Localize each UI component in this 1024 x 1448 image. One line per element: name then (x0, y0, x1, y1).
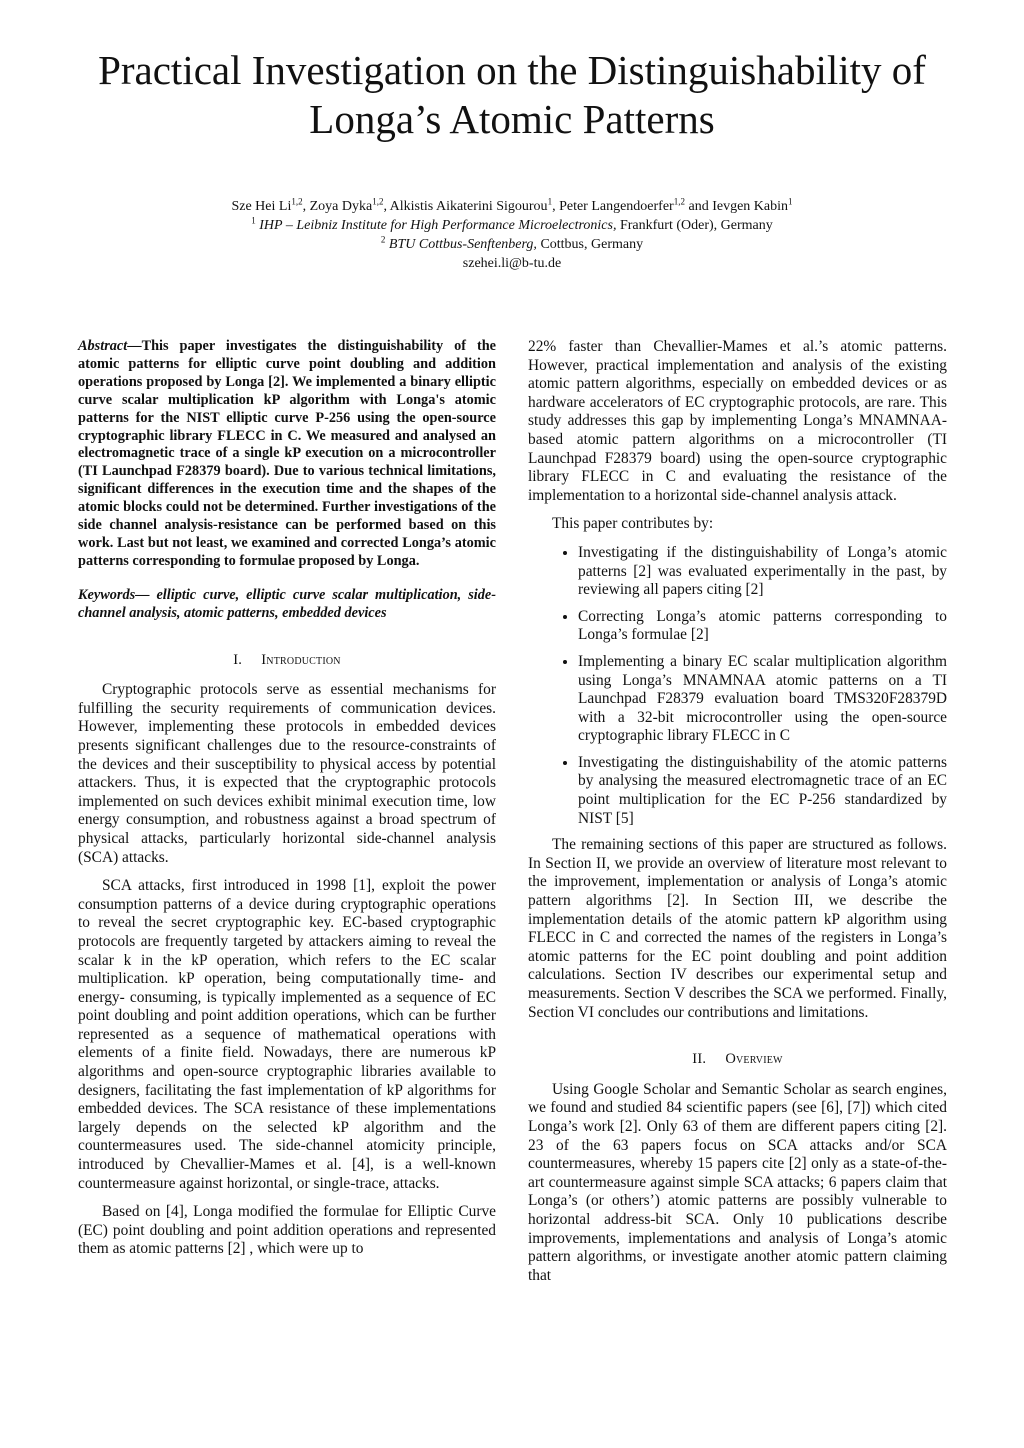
intro-paragraph-2: SCA attacks, first introduced in 1998 [1], exploit the power consumption patterns of a device during cryptographic operations to reveal the secret cryptographic key. EC-based cryptographic protocols are frequently targeted by attackers aiming to reveal the scalar k in the kP operation, which refers to the EC scalar multiplication. kP operation, being computationally time- and energy- consuming, is typically implemented as a sequence of EC point doubling and point addition operations, which can be further represented as a sequence of mathematical operations with elements of a finite field. Nowadays, there are numerous kP algorithms and open-source cryptographic libraries available to designers, facilitating the fast implementation of kP algorithms for embedded devices. The SCA resistance of these implementations largely depends on the selected kP algorithm and the countermeasures used. The side-channel atomicity principle, introduced by Chevallier-Mames et al. [4], is a well-known countermeasure against horizontal, or single-trace, attacks. (78, 877, 496, 1192)
title-line-2: Longa’s Atomic Patterns (309, 96, 715, 142)
section-number: I. (233, 651, 243, 668)
contributions-lead: This paper contributes by: (552, 515, 714, 533)
section-heading-overview (528, 1050, 947, 1069)
author-affil-sup: 1,2 (372, 196, 384, 207)
author-list (60, 197, 964, 216)
author-affil-sup: 1,2 (673, 196, 685, 207)
author-name: , Zoya Dyka (302, 199, 373, 214)
author-affil-sup: 1,2 (291, 196, 303, 207)
overview-paragraph-1: Using Google Scholar and Semantic Scholar as search engines, we found and studied 84 scientific papers (see [6], [7]) which cited Longa’s work [2]. Only 63 of them are different papers citing [2]. 23 of the 63 papers focus on SCA attacks and/or SCA countermeasures, whereby 15 papers cite [2] only as a state-of-the-art countermeasure against simple SCA attacks; 6 papers claim that Longa’s (or others’) atomic patterns are possibly vulnerable to horizontal address-bit SCA. Only 10 publications describe improvements, implementations and analysis of Longa’s atomic pattern algorithms, or investigate another atomic pattern claiming that (528, 1080, 947, 1284)
keywords: Keywords— elliptic curve, elliptic curve scalar multiplication, side-channel analysis, atomic patterns, embedded devices (78, 586, 496, 621)
intro-paragraph-3-continued: 22% faster than Chevallier-Mames et al.’s atomic patterns. However, practical implementation and analysis of the existing atomic pattern algorithms, especially on embedded devices or as hardware accelerators of EC cryptographic protocols, are rare. This study addresses this gap by implementing Longa’s MNAMNAA-based atomic pattern algorithms on a microcontroller (TI Launchpad F28379 board) using the open-source cryptographic library FLECC in C and evaluating the resistance of the implementation to a horizontal side-channel analysis attack. (528, 338, 947, 504)
section-number: II. (692, 1051, 707, 1068)
author-name: and Ievgen Kabin (684, 199, 789, 214)
affiliation-1 (60, 216, 964, 235)
affil-sup: 2 (380, 234, 386, 245)
list-item: • Investigating if the distinguishability of Longa’s atomic patterns [2] was evaluated experimentally in the past, by reviewing all papers citing [2] (578, 544, 947, 600)
author-name: Sze Hei Li (231, 199, 292, 214)
affil-location: Cottbus, Germany (536, 237, 644, 252)
abstract-text: This paper investigates the distinguishability of the atomic patterns for elliptic curve point doubling and addition operations proposed by Longa [2]. We implemented a binary elliptic curve scalar multiplication kP algorithm with Longa's atomic patterns for the NIST elliptic curve P-256 using the open-source cryptographic library FLECC in C. We measured and analysed an electromagnetic trace of a single kP execution on a microcontroller (TI Launchpad F28379 board). Due to various technical limitations, significant differences in the execution time and the shapes of the atomic blocks could not be determined. Further investigations of the side channel analysis-resistance can be performed based on this work. Last but not least, we examined and corrected Longa’s atomic patterns corresponding to formulae proposed by Longa. (78, 338, 496, 569)
right-column (528, 338, 947, 1285)
author-affil-sup: 1 (788, 196, 793, 207)
affil-institute: IHP – Leibniz Institute for High Performance Microelectronics, (255, 218, 617, 233)
list-item: • Correcting Longa’s atomic patterns corresponding to Longa’s formulae [2] (578, 608, 947, 645)
intro-paragraph-1: Cryptographic protocols serve as essential mechanisms for fulfilling the security requirements of communication devices. However, implementing these protocols in embedded devices presents significant challenges due to the resource-constraints of the devices and their susceptibility to physical access by potential attackers. Thus, it is expected that the cryptographic protocols implemented on such devices exhibit minimal execution time, low energy consumption, and robustness against a broad spectrum of physical attacks, particularly horizontal side-channel analysis (SCA) attacks. (78, 681, 496, 866)
affiliation-2 (60, 235, 964, 254)
section-title: Overview (725, 1051, 783, 1068)
abstract (78, 338, 496, 571)
paper-title (60, 46, 964, 144)
abstract-dash: — (127, 338, 142, 354)
intro-paragraph-4: The remaining sections of this paper are structured as follows. In Section II, we provide an overview of literature most relevant to the improvement, implementation or analysis of Longa’s atomic pattern algorithms [2]. In Section III, we describe the implementation details of the atomic pattern kP algorithm using FLECC in C and corrected the names of the registers in Longa’s atomic patterns for the EC point doubling and point addition calculations. Section IV describes our experimental setup and measurements. Section V describes the SCA we performed. Finally, Section VI concludes our contributions and limitations. (528, 836, 947, 1021)
affil-institute: BTU Cottbus-Senftenberg, (385, 237, 537, 252)
author-name: , Alkistis Aikaterini Sigourou (383, 199, 548, 214)
intro-paragraph-3: Based on [4], Longa modified the formulae for Elliptic Curve (EC) point doubling and point addition operations and represented them as atomic patterns [2] , which were up to (78, 1203, 496, 1258)
section-heading-introduction (78, 651, 496, 670)
author-name: , Peter Langendoerfer (552, 199, 674, 214)
contributions-list (528, 544, 947, 828)
left-column (78, 338, 496, 1259)
affil-location: Frankfurt (Oder), Germany (616, 218, 773, 233)
section-title: Introduction (261, 651, 341, 668)
title-line-1: Practical Investigation on the Distinguishability of (98, 47, 926, 93)
affil-sup: 1 (251, 215, 256, 226)
author-affil-sup: 1 (547, 196, 553, 207)
author-block (60, 197, 964, 273)
list-item: • Implementing a binary EC scalar multiplication algorithm using Longa’s MNAMNAA atomic patterns on a TI Launchpad F28379 evaluation board TMS320F28379D with a 32-bit microcontroller using the open-source cryptographic library FLECC in C (578, 653, 947, 746)
list-item: • Investigating the distinguishability of the atomic patterns by analysing the measured electromagnetic trace of an EC point multiplication for the EC P-256 standardized by NIST [5] (578, 754, 947, 828)
abstract-label: Abstract (78, 338, 128, 354)
author-email[interactable]: szehei.li@b-tu.de (462, 256, 562, 271)
